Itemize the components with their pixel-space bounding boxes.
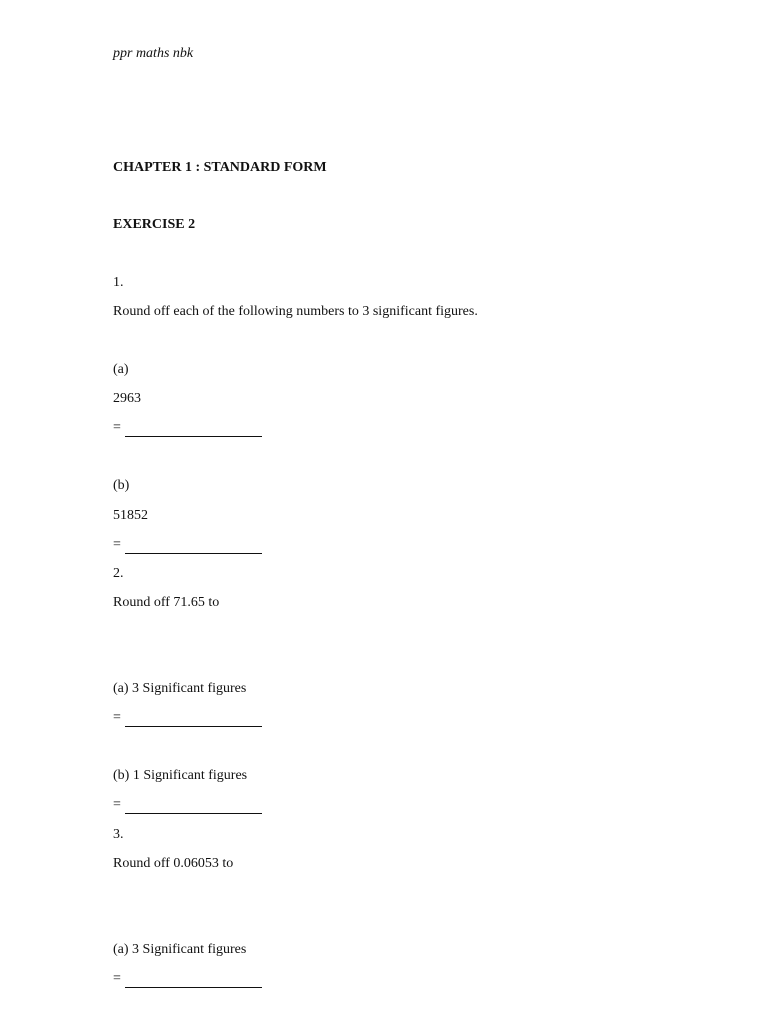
question-2a-label: (a) 3 Significant figures (113, 681, 247, 696)
question-2a-answer-line (113, 709, 262, 727)
question-1b-label: (b) (113, 478, 130, 493)
answer-blank[interactable] (125, 975, 262, 988)
chapter-title: CHAPTER 1 : STANDARD FORM (113, 160, 327, 175)
equals-sign: = (113, 420, 121, 435)
question-2-instruction: Round off 71.65 to (113, 595, 220, 610)
question-3-instruction: Round off 0.06053 to (113, 856, 234, 871)
answer-blank[interactable] (125, 424, 262, 437)
answer-blank[interactable] (125, 801, 262, 814)
answer-blank[interactable] (125, 714, 262, 727)
question-3a-label: (a) 3 Significant figures (113, 942, 247, 957)
question-1-number: 1. (113, 275, 124, 290)
question-1-instruction: Round off each of the following numbers to 3 significant figures. (113, 304, 478, 319)
question-1a-label: (a) (113, 362, 129, 377)
equals-sign: = (113, 537, 121, 552)
exercise-title: EXERCISE 2 (113, 217, 196, 232)
question-1b-value: 51852 (113, 508, 148, 523)
question-2b-label: (b) 1 Significant figures (113, 768, 248, 783)
question-1b-answer-line (113, 536, 262, 554)
question-1a-value: 2963 (113, 391, 141, 406)
question-1a-answer-line (113, 419, 262, 437)
question-2-number: 2. (113, 566, 124, 581)
equals-sign: = (113, 710, 121, 725)
question-3-number: 3. (113, 827, 124, 842)
equals-sign: = (113, 971, 121, 986)
question-3a-answer-line (113, 970, 262, 988)
page-header: ppr maths nbk (113, 46, 194, 61)
equals-sign: = (113, 797, 121, 812)
question-2b-answer-line (113, 796, 262, 814)
answer-blank[interactable] (125, 541, 262, 554)
